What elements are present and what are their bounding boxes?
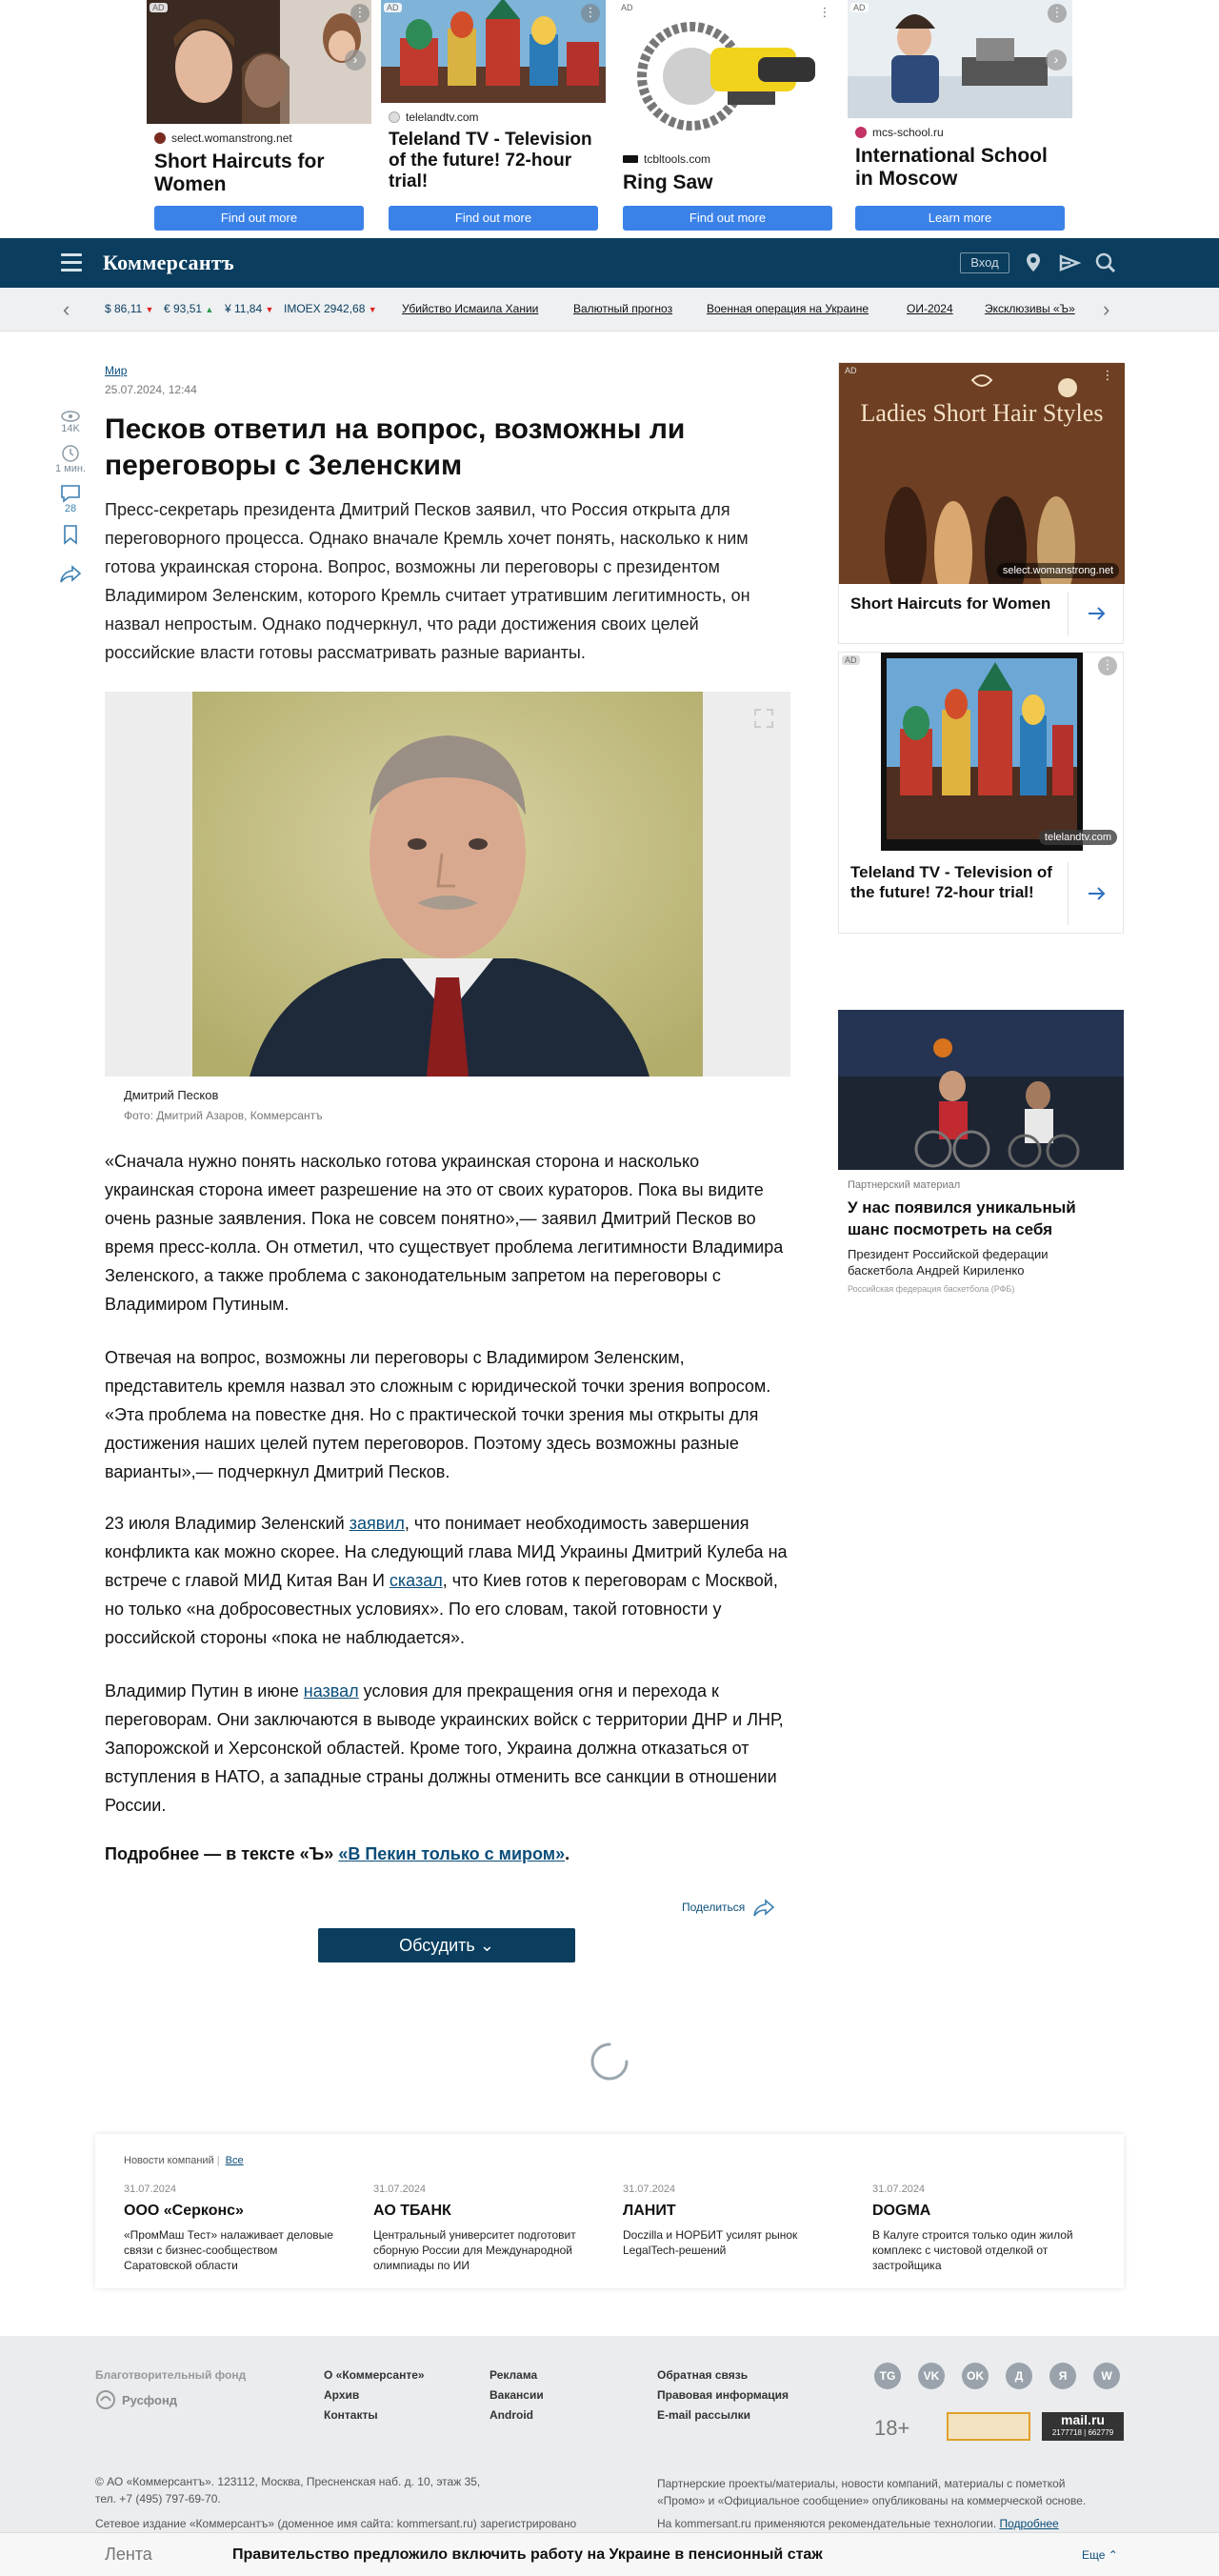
arrow-right-icon bbox=[1069, 862, 1124, 925]
ticker-link[interactable]: Валютный прогноз bbox=[573, 302, 673, 315]
ad-cta-button[interactable]: Find out more bbox=[623, 206, 832, 231]
article-paragraph: Владимир Путин в июне назвал условия для прекращения огня и перехода к переговорам. Они заключаются в выводе украинских войск с территории ДНР и ЛНР, Запорожской и Херсонской областей. Кроме того, Украина должна отказаться от вступления в НАТО, а западные страны должны отменить все санкции в отношении России. bbox=[105, 1681, 784, 1815]
ad-source: select.womanstrong.net bbox=[997, 563, 1119, 578]
favicon-icon bbox=[389, 111, 400, 123]
bookmark-icon bbox=[62, 524, 79, 545]
ad-title[interactable]: Short Haircuts for Women bbox=[154, 151, 325, 195]
tv-icon[interactable] bbox=[1057, 251, 1082, 275]
partner-label: Партнерский материал bbox=[848, 1179, 961, 1191]
sidebar-ad[interactable] bbox=[838, 652, 1124, 934]
telegram-icon[interactable]: TG bbox=[874, 2363, 901, 2389]
arrow-right-icon bbox=[1069, 592, 1124, 635]
rate-cny[interactable]: ¥ 11,84 ▼ bbox=[225, 302, 274, 315]
vk-icon[interactable]: VK bbox=[918, 2363, 945, 2389]
inline-link[interactable]: сказал bbox=[389, 1571, 443, 1590]
photo-credit: Фото: Дмитрий Азаров, Коммерсантъ bbox=[124, 1109, 323, 1122]
whatsapp-icon[interactable]: W bbox=[1093, 2363, 1120, 2389]
footer-link[interactable]: Контакты bbox=[324, 2408, 378, 2422]
bookmark-button[interactable] bbox=[53, 524, 88, 545]
share-side-button[interactable] bbox=[53, 564, 88, 583]
age-rating: 18+ bbox=[874, 2416, 910, 2440]
partners-note: Партнерские проекты/материалы, новости компаний, материалы с пометкой «Промо» и «Официальное сообщение» опубликованы на коммерческой основе. bbox=[657, 2477, 1087, 2507]
footer-link[interactable]: Реклама bbox=[490, 2368, 538, 2382]
sidebar-ad[interactable] bbox=[838, 362, 1124, 644]
ad-image bbox=[147, 0, 371, 124]
photo-caption: Дмитрий Песков bbox=[124, 1088, 219, 1102]
feed-more-button[interactable]: Еще ⌃ bbox=[1082, 2548, 1118, 2562]
share-icon bbox=[752, 1898, 775, 1917]
ad-next-arrow-icon[interactable]: › bbox=[1046, 50, 1067, 70]
views-counter: 14K bbox=[53, 410, 88, 434]
ad-badge: AD bbox=[842, 655, 860, 665]
share-button[interactable]: Поделиться bbox=[682, 1898, 775, 1917]
ticker-link[interactable]: ОИ-2024 bbox=[907, 302, 953, 315]
partner-card[interactable] bbox=[838, 1010, 1124, 1294]
ad-options-icon[interactable]: ⋮ bbox=[1101, 368, 1114, 382]
partner-title[interactable]: У нас появился уникальный шанс посмотреть на себя bbox=[848, 1198, 1076, 1238]
ticker-link[interactable]: Военная операция на Украине bbox=[707, 302, 869, 315]
ad-cta-button[interactable]: Find out more bbox=[154, 206, 364, 231]
login-button[interactable]: Вход bbox=[960, 252, 1009, 273]
read-time: 1 мин. bbox=[53, 444, 88, 474]
ad-badge: AD bbox=[850, 3, 869, 12]
ad-options-icon[interactable]: ⋮ bbox=[350, 4, 370, 23]
ad-image bbox=[381, 0, 606, 103]
footer-link[interactable]: О «Коммерсанте» bbox=[324, 2368, 425, 2382]
ad-title[interactable]: Short Haircuts for Women bbox=[850, 594, 1051, 613]
charity-logo[interactable]: Русфонд bbox=[95, 2389, 177, 2410]
top-ad-card[interactable] bbox=[615, 0, 840, 234]
ad-image bbox=[881, 653, 1083, 851]
chevron-up-icon: ⌃ bbox=[1108, 2548, 1118, 2562]
ad-badge: AD bbox=[845, 366, 857, 375]
feed-label: Лента bbox=[105, 2545, 152, 2564]
location-icon[interactable] bbox=[1021, 251, 1046, 275]
rusfond-icon bbox=[95, 2389, 116, 2410]
ad-badge: AD bbox=[384, 3, 402, 12]
ad-title[interactable]: Teleland TV - Television of the future! 72-hour trial! bbox=[850, 863, 1052, 901]
ad-options-icon[interactable]: ⋮ bbox=[581, 4, 600, 23]
ad-source: select.womanstrong.net bbox=[154, 131, 292, 145]
photo-image bbox=[192, 692, 703, 1077]
ad-arrow-button[interactable] bbox=[1068, 592, 1123, 635]
news-item[interactable]: 31.07.2024 DOGMA В Калуге строится только один жилой комплекс с чистовой отделкой от застройщика bbox=[872, 2184, 1073, 2272]
favicon-icon bbox=[623, 155, 638, 163]
partner-image bbox=[838, 1010, 1124, 1170]
footer-link[interactable]: Правовая информация bbox=[657, 2388, 789, 2402]
dzen-icon[interactable]: Д bbox=[1006, 2363, 1032, 2389]
article-title: Песков ответил на вопрос, возможны ли переговоры с Зеленским bbox=[105, 413, 686, 481]
footer-phone: тел. +7 (495) 797-69-70. bbox=[95, 2492, 221, 2506]
ticker-prev-icon[interactable]: ‹ bbox=[63, 297, 70, 321]
news-item[interactable]: 31.07.2024 ЛАНИТ Doczilla и НОРБИТ усилят рынок LegalTech-решений bbox=[623, 2184, 798, 2257]
footer-link[interactable]: Архив bbox=[324, 2388, 360, 2402]
mail-ru-counter[interactable]: mail.ru 2177718 | 662779 bbox=[1042, 2412, 1124, 2441]
ad-options-icon[interactable]: ⋮ bbox=[818, 5, 831, 19]
top-ad-strip bbox=[0, 0, 1219, 238]
news-feed-bar bbox=[0, 2532, 1219, 2576]
company-news-all-link[interactable]: Все bbox=[225, 2155, 244, 2166]
ad-cta-button[interactable]: Find out more bbox=[389, 206, 598, 231]
ad-cta-button[interactable]: Learn more bbox=[855, 206, 1065, 231]
read-more: Подробнее — в тексте «Ъ» «В Пекин только с миром». bbox=[105, 1844, 570, 1863]
footer-link[interactable]: Android bbox=[490, 2408, 533, 2422]
news-item[interactable]: 31.07.2024 АО ТБАНК Центральный университет подготовит сборную России для Международной олимпиады по ИИ bbox=[373, 2184, 576, 2272]
ad-options-icon[interactable]: ⋮ bbox=[1048, 4, 1067, 23]
ad-next-arrow-icon[interactable]: › bbox=[345, 50, 366, 70]
article-date: 25.07.2024, 12:44 bbox=[105, 383, 197, 396]
menu-icon[interactable] bbox=[61, 253, 82, 272]
ticker-link[interactable]: Эксклюзивы «Ъ» bbox=[985, 302, 1075, 315]
comments-counter[interactable]: 28 bbox=[53, 484, 88, 514]
copyright: © АО «Коммерсантъ». 123112, Москва, Пресненская наб. д. 10, этаж 35, bbox=[95, 2475, 481, 2488]
eye-icon bbox=[60, 410, 81, 423]
favicon-icon bbox=[154, 132, 166, 144]
inline-link[interactable]: заявил bbox=[349, 1514, 405, 1533]
site-header bbox=[0, 238, 1219, 288]
clock-icon bbox=[61, 444, 80, 463]
article-photo[interactable] bbox=[105, 692, 790, 1077]
top-ad-card[interactable] bbox=[147, 0, 371, 234]
discuss-button[interactable]: Обсудить ⌄ bbox=[318, 1928, 575, 1962]
ad-title[interactable]: International School in Moscow bbox=[855, 145, 1048, 190]
article-lead: Пресс-секретарь президента Дмитрий Песков заявил, что Россия открыта для переговорного процесса. Однако вначале Кремль хочет понять, насколько к ним готова украинская сторона. Вопрос, возможны ли переговоры с президентом Владимиром Зеленским, которого Кремль считает утратившим легитимность, он назвал непростым. Однако подчеркнул, что ради достижения своих целей российские власти готовы рассматривать разные варианты. bbox=[105, 500, 750, 662]
feed-headline[interactable]: Правительство предложило включить работу на Украине в пенсионный стаж bbox=[232, 2546, 823, 2563]
ad-badge: AD bbox=[150, 3, 168, 12]
favicon-icon bbox=[855, 127, 867, 138]
partner-org: Российская федерация баскетбола (РФБ) bbox=[848, 1284, 1015, 1294]
share-icon bbox=[59, 564, 82, 583]
top-ad-card[interactable] bbox=[381, 0, 606, 234]
footer-link[interactable]: Обратная связь bbox=[657, 2368, 749, 2382]
company-news bbox=[95, 2134, 1124, 2288]
rec-more-link[interactable]: Подробнее bbox=[999, 2517, 1059, 2530]
ok-icon[interactable]: OK bbox=[962, 2363, 989, 2389]
read-more-link[interactable]: «В Пекин только с миром» bbox=[338, 1844, 566, 1863]
news-item[interactable]: 31.07.2024 ООО «Серконс» «ПромМаш Тест» налаживает деловые связи с бизнес-сообществом Саратовской области bbox=[124, 2184, 333, 2272]
partner-subtitle: Президент Российской федерации баскетбола Андрей Кириленко bbox=[848, 1247, 1049, 1278]
rec-note: На kommersant.ru применяются рекомендательные технологии. Подробнее bbox=[657, 2517, 1059, 2530]
article-paragraph: Отвечая на вопрос, возможны ли переговоры с Владимиром Зеленским, представитель кремля назвал это сложным с юридической точки зрения вопросом. «Эта проблема на повестке дня. Но с практической точки зрения мы открыты для достижения наших целей путем переговоров. Поэтому здесь возможны разные варианты»,— подчеркнул Дмитрий Песков. bbox=[105, 1348, 771, 1481]
footer-link[interactable]: Вакансии bbox=[490, 2388, 544, 2402]
site-logo[interactable]: Коммерсантъ bbox=[103, 251, 235, 274]
ticker-bar bbox=[0, 288, 1219, 332]
ad-options-icon[interactable]: ⋮ bbox=[1098, 656, 1117, 675]
ad-source: telelandtv.com bbox=[1039, 830, 1117, 845]
ad-source: mcs-school.ru bbox=[855, 126, 944, 139]
ad-image-text: Ladies Short Hair Styles bbox=[860, 399, 1104, 427]
ad-image bbox=[848, 0, 1072, 118]
yandex-icon[interactable]: Я bbox=[1049, 2363, 1076, 2389]
ticker-next-icon[interactable]: › bbox=[1103, 297, 1110, 321]
rating-badge-icon[interactable] bbox=[947, 2412, 1030, 2441]
article-rubric[interactable]: Мир bbox=[105, 364, 128, 377]
rate-usd[interactable]: $ 86,11 ▼ bbox=[105, 302, 154, 315]
ad-badge: AD bbox=[618, 3, 636, 12]
article-side-tools bbox=[53, 410, 88, 593]
loading-spinner-icon bbox=[589, 2041, 630, 2083]
ad-title[interactable]: Ring Saw bbox=[623, 171, 713, 193]
ticker-link[interactable]: Убийство Исмаила Хании bbox=[402, 302, 539, 315]
ad-source: telelandtv.com bbox=[389, 111, 478, 124]
comment-icon bbox=[60, 484, 81, 503]
inline-link[interactable]: назвал bbox=[303, 1681, 359, 1701]
rate-imoex[interactable]: IMOEX 2942,68 ▼ bbox=[284, 302, 377, 315]
company-news-header: Новости компаний | Все bbox=[124, 2155, 244, 2166]
top-ad-card[interactable] bbox=[848, 0, 1072, 234]
ad-image bbox=[615, 0, 840, 143]
ad-image bbox=[839, 363, 1125, 584]
article-paragraph: «Сначала нужно понять насколько готова украинская сторона и насколько украинская сторона имеет разрешение на это от своих кураторов. Пока вы видите очень разные заявления. Пока не совсем понятно»,— заявил Дмитрий Песков во время пресс-колла. Он отметил, что существует проблема легитимности Владимира Зеленского, а также проблема с законодательным запретом на переговоры с Владимиром Путиным. bbox=[105, 1152, 784, 1314]
chevron-down-icon: ⌄ bbox=[479, 1936, 494, 1955]
expand-icon[interactable] bbox=[752, 707, 775, 730]
ad-title[interactable]: Teleland TV - Television of the future! 72-hour trial! bbox=[389, 130, 592, 191]
search-icon[interactable] bbox=[1093, 251, 1118, 275]
footer-link[interactable]: E-mail рассылки bbox=[657, 2408, 750, 2422]
ad-source: tcbltools.com bbox=[623, 152, 710, 166]
footer-registration: Сетевое издание «Коммерсантъ» (доменное имя сайта: kommersant.ru) зарегистрировано bbox=[95, 2517, 577, 2530]
article-paragraph: 23 июля Владимир Зеленский заявил, что понимает необходимость завершения конфликта как можно скорее. На следующий глава МИД Украины Дмитрий Кулеба на встрече с главой МИД Китая Ван И сказал, что Киев готов к переговорам с Москвой, но только «на добросовестных условиях». По его словам, такой готовности у российской стороны «пока не наблюдается». bbox=[105, 1514, 788, 1647]
ad-arrow-button[interactable] bbox=[1068, 862, 1123, 925]
rate-eur[interactable]: € 93,51 ▲ bbox=[164, 302, 214, 315]
charity-label: Благотворительный фонд bbox=[95, 2368, 247, 2382]
